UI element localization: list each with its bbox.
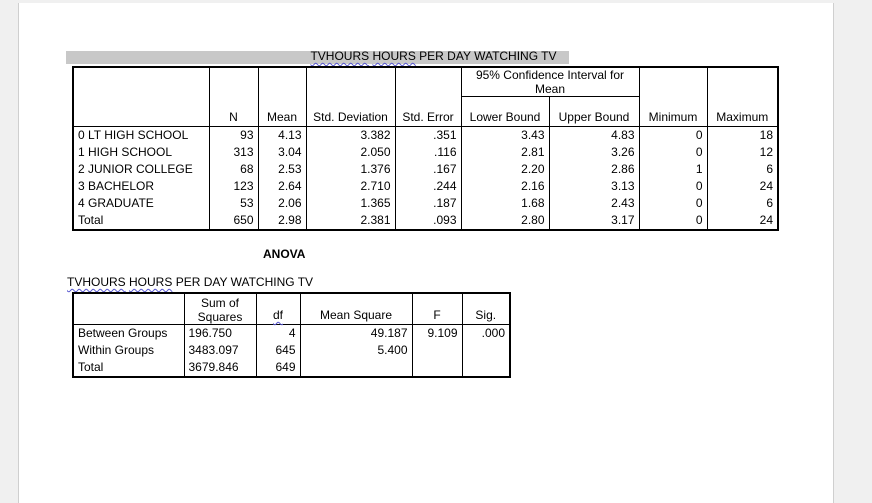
cell-n: 313 — [209, 144, 258, 161]
header-row-top — [73, 67, 778, 97]
cell-max: 12 — [707, 144, 778, 161]
cell-sig — [462, 342, 510, 359]
cell-ss: 3679.846 — [184, 359, 256, 377]
cell-hi: 3.17 — [549, 212, 639, 230]
cell-se: .167 — [395, 161, 461, 178]
cell-f — [412, 342, 462, 359]
table-row — [73, 342, 510, 359]
cell-lo: 1.68 — [461, 195, 549, 212]
cell-df: 645 — [256, 342, 300, 359]
col-ci-header: 95% Confidence Interval for Mean — [461, 67, 639, 97]
cell-max: 6 — [707, 195, 778, 212]
descriptives-table — [72, 66, 779, 231]
cell-se: .351 — [395, 127, 461, 145]
cell-mean: 3.04 — [258, 144, 306, 161]
table-row — [73, 144, 778, 161]
cell-sd: 2.050 — [306, 144, 395, 161]
col-minimum: Minimum — [639, 67, 707, 127]
col-mean: Mean — [258, 67, 306, 127]
cell-hi: 3.13 — [549, 178, 639, 195]
anova-heading: ANOVA — [263, 247, 306, 261]
anova-header-row — [73, 293, 510, 325]
anova-table — [72, 292, 511, 378]
cell-min: 0 — [639, 127, 707, 145]
table-row — [73, 212, 778, 230]
descriptives-title: TVHOURS HOURS PER DAY WATCHING TV — [310, 49, 557, 63]
cell-n: 68 — [209, 161, 258, 178]
cell-hi: 2.86 — [549, 161, 639, 178]
cell-n: 53 — [209, 195, 258, 212]
cell-lo: 2.16 — [461, 178, 549, 195]
table-row — [73, 359, 510, 377]
cell-min: 0 — [639, 212, 707, 230]
cell-min: 0 — [639, 144, 707, 161]
col-std-error: Std. Error — [395, 67, 461, 127]
cell-sd: 1.365 — [306, 195, 395, 212]
row-label: Within Groups — [78, 343, 155, 357]
cell-min: 0 — [639, 195, 707, 212]
cell-f: 9.109 — [412, 325, 462, 343]
row-label: 2 JUNIOR COLLEGE — [78, 162, 193, 176]
cell-df: 649 — [256, 359, 300, 377]
col-df: df — [256, 293, 300, 325]
cell-min: 1 — [639, 161, 707, 178]
table-row — [73, 325, 510, 343]
col-mean-square: Mean Square — [300, 293, 412, 325]
row-label: Total — [78, 213, 104, 227]
cell-se: .116 — [395, 144, 461, 161]
row-label: 1 HIGH SCHOOL — [78, 145, 173, 159]
cell-n: 650 — [209, 212, 258, 230]
col-f: F — [412, 293, 462, 325]
cell-se: .093 — [395, 212, 461, 230]
cell-sd: 2.381 — [306, 212, 395, 230]
table-row — [73, 127, 778, 145]
col-n: N — [209, 67, 258, 127]
row-label: 0 LT HIGH SCHOOL — [78, 128, 189, 142]
row-label: Total — [78, 360, 104, 374]
cell-ms — [300, 359, 412, 377]
col-upper-bound: Upper Bound — [549, 97, 639, 127]
cell-hi: 4.83 — [549, 127, 639, 145]
cell-sd: 1.376 — [306, 161, 395, 178]
cell-ss: 3483.097 — [184, 342, 256, 359]
cell-sd: 3.382 — [306, 127, 395, 145]
col-std-deviation: Std. Deviation — [306, 67, 395, 127]
cell-mean: 2.98 — [258, 212, 306, 230]
col-sum-of-squares: Sum of Squares — [184, 293, 256, 325]
cell-lo: 3.43 — [461, 127, 549, 145]
row-label: 3 BACHELOR — [78, 179, 155, 193]
cell-ss: 196.750 — [184, 325, 256, 343]
col-maximum: Maximum — [707, 67, 778, 127]
cell-max: 18 — [707, 127, 778, 145]
row-label: Between Groups — [78, 326, 168, 340]
table-row — [73, 161, 778, 178]
table-row — [73, 195, 778, 212]
cell-max: 24 — [707, 178, 778, 195]
col-sig: Sig. — [462, 293, 510, 325]
cell-lo: 2.80 — [461, 212, 549, 230]
cell-sd: 2.710 — [306, 178, 395, 195]
cell-n: 123 — [209, 178, 258, 195]
cell-max: 6 — [707, 161, 778, 178]
cell-df: 4 — [256, 325, 300, 343]
cell-hi: 2.43 — [549, 195, 639, 212]
cell-mean: 2.06 — [258, 195, 306, 212]
cell-sig: .000 — [462, 325, 510, 343]
cell-f — [412, 359, 462, 377]
cell-mean: 2.64 — [258, 178, 306, 195]
cell-hi: 3.26 — [549, 144, 639, 161]
cell-se: .244 — [395, 178, 461, 195]
cell-mean: 2.53 — [258, 161, 306, 178]
row-label: 4 GRADUATE — [78, 196, 154, 210]
cell-mean: 4.13 — [258, 127, 306, 145]
cell-min: 0 — [639, 178, 707, 195]
cell-n: 93 — [209, 127, 258, 145]
cell-lo: 2.20 — [461, 161, 549, 178]
cell-se: .187 — [395, 195, 461, 212]
cell-ms: 49.187 — [300, 325, 412, 343]
cell-lo: 2.81 — [461, 144, 549, 161]
cell-max: 24 — [707, 212, 778, 230]
anova-caption: TVHOURS HOURS PER DAY WATCHING TV — [67, 275, 314, 289]
table-row — [73, 178, 778, 195]
col-lower-bound: Lower Bound — [461, 97, 549, 127]
cell-ms: 5.400 — [300, 342, 412, 359]
cell-sig — [462, 359, 510, 377]
